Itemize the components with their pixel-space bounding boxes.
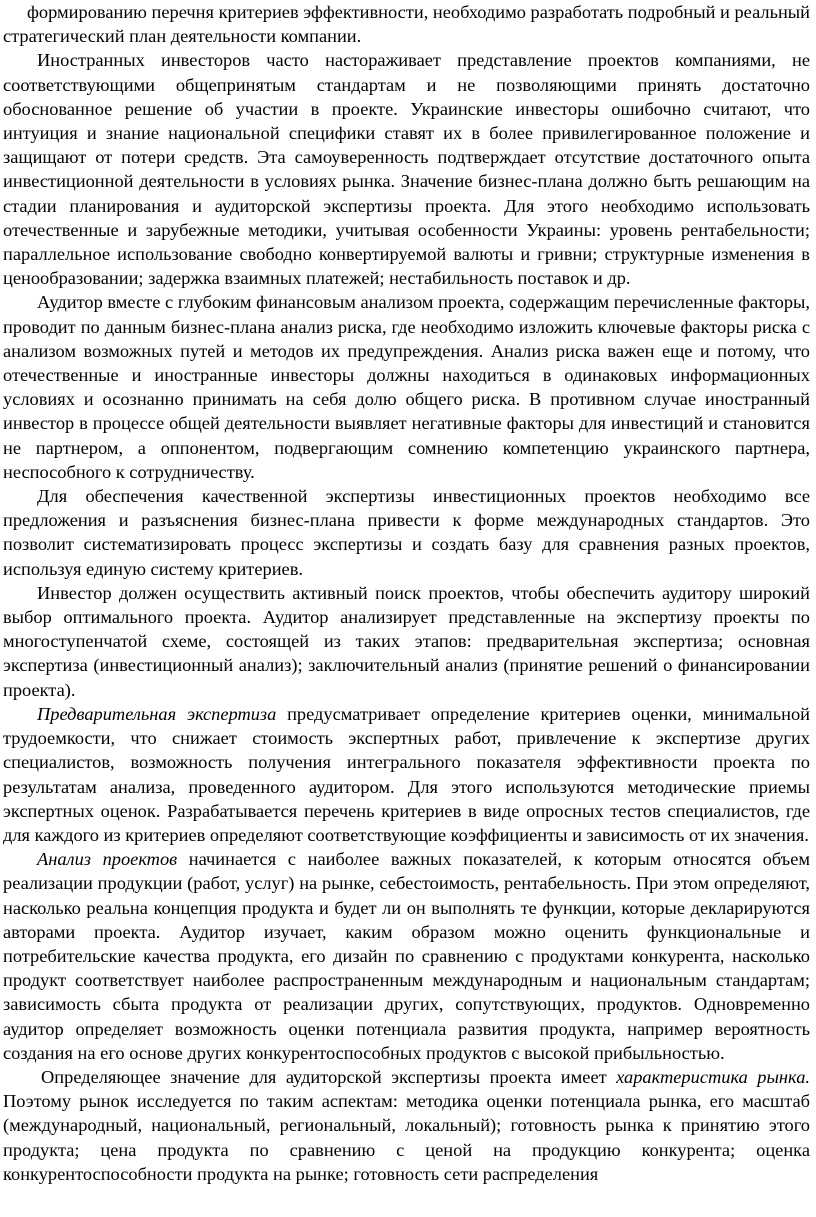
- paragraph-7: [3, 847, 810, 1065]
- paragraph-6-lead-term: Предварительная экспертиза: [37, 703, 277, 724]
- paragraph-8-emphasis: характеристика рынка.: [616, 1066, 810, 1087]
- paragraph-1: формированию перечня критериев эффективности, необходимо разработать подробный и реальный стратегический план деятельности компании.: [3, 2, 810, 47]
- paragraph-2: Иностранных инвесторов часто настораживает представление проектов компаниями, не соответствующими общепринятым стандартам и не позволяющими принять достаточно обоснованное решение об участии в проекте. Украинские инвесторы ошибочно считают, что интуиция и знание национальной специфики ставят их в более привилегированное положение и защищают от потери средств. Эта самоуверенность подтверждает отсутствие достаточного опыта инвестиционной деятельности в условиях рынка. Значение бизнес-плана должно быть решающим на стадии планирования и аудиторской экспертизы проекта. Для этого необходимо использовать отечественные и зарубежные методики, учитывая особенности Украины: уровень рентабельности; параллельное использование свободно конвертируемой валюты и гривни; структурные изменения в ценообразовании; задержка взаимных платежей; нестабильность поставок и др.: [3, 50, 810, 289]
- paragraph-8-text-after: Поэтому рынок исследуется по таким аспектам: методика оценки потенциала рынка, его масштаб (международный, национальный, региональный, локальный); готовность рынка к принятию этого продукта; цена продукта по сравнению с ценой на продукцию конкурента; оценка конкурентоспособности продукта на рынке; готовность сети распределения: [3, 1091, 810, 1184]
- paragraph-6: [3, 702, 810, 847]
- paragraph-7-body: начинается с наиболее важных показателей, к которым относятся объем реализации продукции (работ, услуг) на рынке, себестоимость, рентабельность. При этом определяют, насколько реальна концепция продукта и будет ли он выполнять те функции, которые декларируются авторами проекта. Аудитор изучает, каким образом можно оценить функциональные и потребительские качества продукта, его дизайн по сравнению с продуктами конкурента, насколько продукт соответствует наиболее распространенным международным и национальным стандартам; зависимость сбыта продукта от реализации других, сопутствующих, продуктов. Одновременно аудитор определяет возможность оценки потенциала развития продукта, например вероятность создания на его основе других конкурентоспособных продуктов с высокой прибыльностью.: [3, 849, 810, 1063]
- paragraph-8: [3, 1065, 810, 1186]
- paragraph-8-text-before: Определяющее значение для аудиторской экспертизы проекта имеет: [41, 1066, 617, 1087]
- paragraph-4: Для обеспечения качественной экспертизы инвестиционных проектов необходимо все предложения и разъяснения бизнес-плана привести к форме международных стандартов. Это позволит систематизировать процесс экспертизы и создать базу для сравнения разных проектов, используя единую систему критериев.: [3, 486, 810, 579]
- paragraph-3: Аудитор вместе с глубоким финансовым анализом проекта, содержащим перечисленные факторы, проводит по данным бизнес-плана анализ риска, где необходимо изложить ключевые факторы риска с анализом возможных путей и методов их предупреждения. Анализ риска важен еще и потому, что отечественные и иностранные инвесторы должны находиться в одинаковых информационных условиях и осознанно принимать на себя долю общего риска. В противном случае иностранный инвестор в процессе общей деятельности выявляет негативные факторы для инвестиций и становится не партнером, а оппонентом, подвергающим сомнению компетенцию украинского партнера, неспособного к сотрудничеству.: [3, 292, 810, 482]
- paragraph-6-body: предусматривает определение критериев оценки, минимальной трудоемкости, что снижает стоимость экспертных работ, привлечение к экспертизе других специалистов, возможность получения интегрального показателя эффективности проекта по результатам анализа, проведенного аудитором. Для этого используются методические приемы экспертных оценок. Разрабатывается перечень критериев в виде опросных тестов специалистов, где для каждого из критериев определяют соответствующие коэффициенты и зависимость от их значения.: [3, 703, 810, 845]
- paragraph-5: Инвестор должен осуществить активный поиск проектов, чтобы обеспечить аудитору широкий выбор оптимального проекта. Аудитор анализирует представленные на экспертизу проекты по многоступенчатой схеме, состоящей из таких этапов: предварительная экспертиза; основная экспертиза (инвестиционный анализ); заключительный анализ (принятие решений о финансировании проекта).: [3, 582, 810, 700]
- paragraph-7-lead-term: Анализ проектов: [37, 849, 178, 870]
